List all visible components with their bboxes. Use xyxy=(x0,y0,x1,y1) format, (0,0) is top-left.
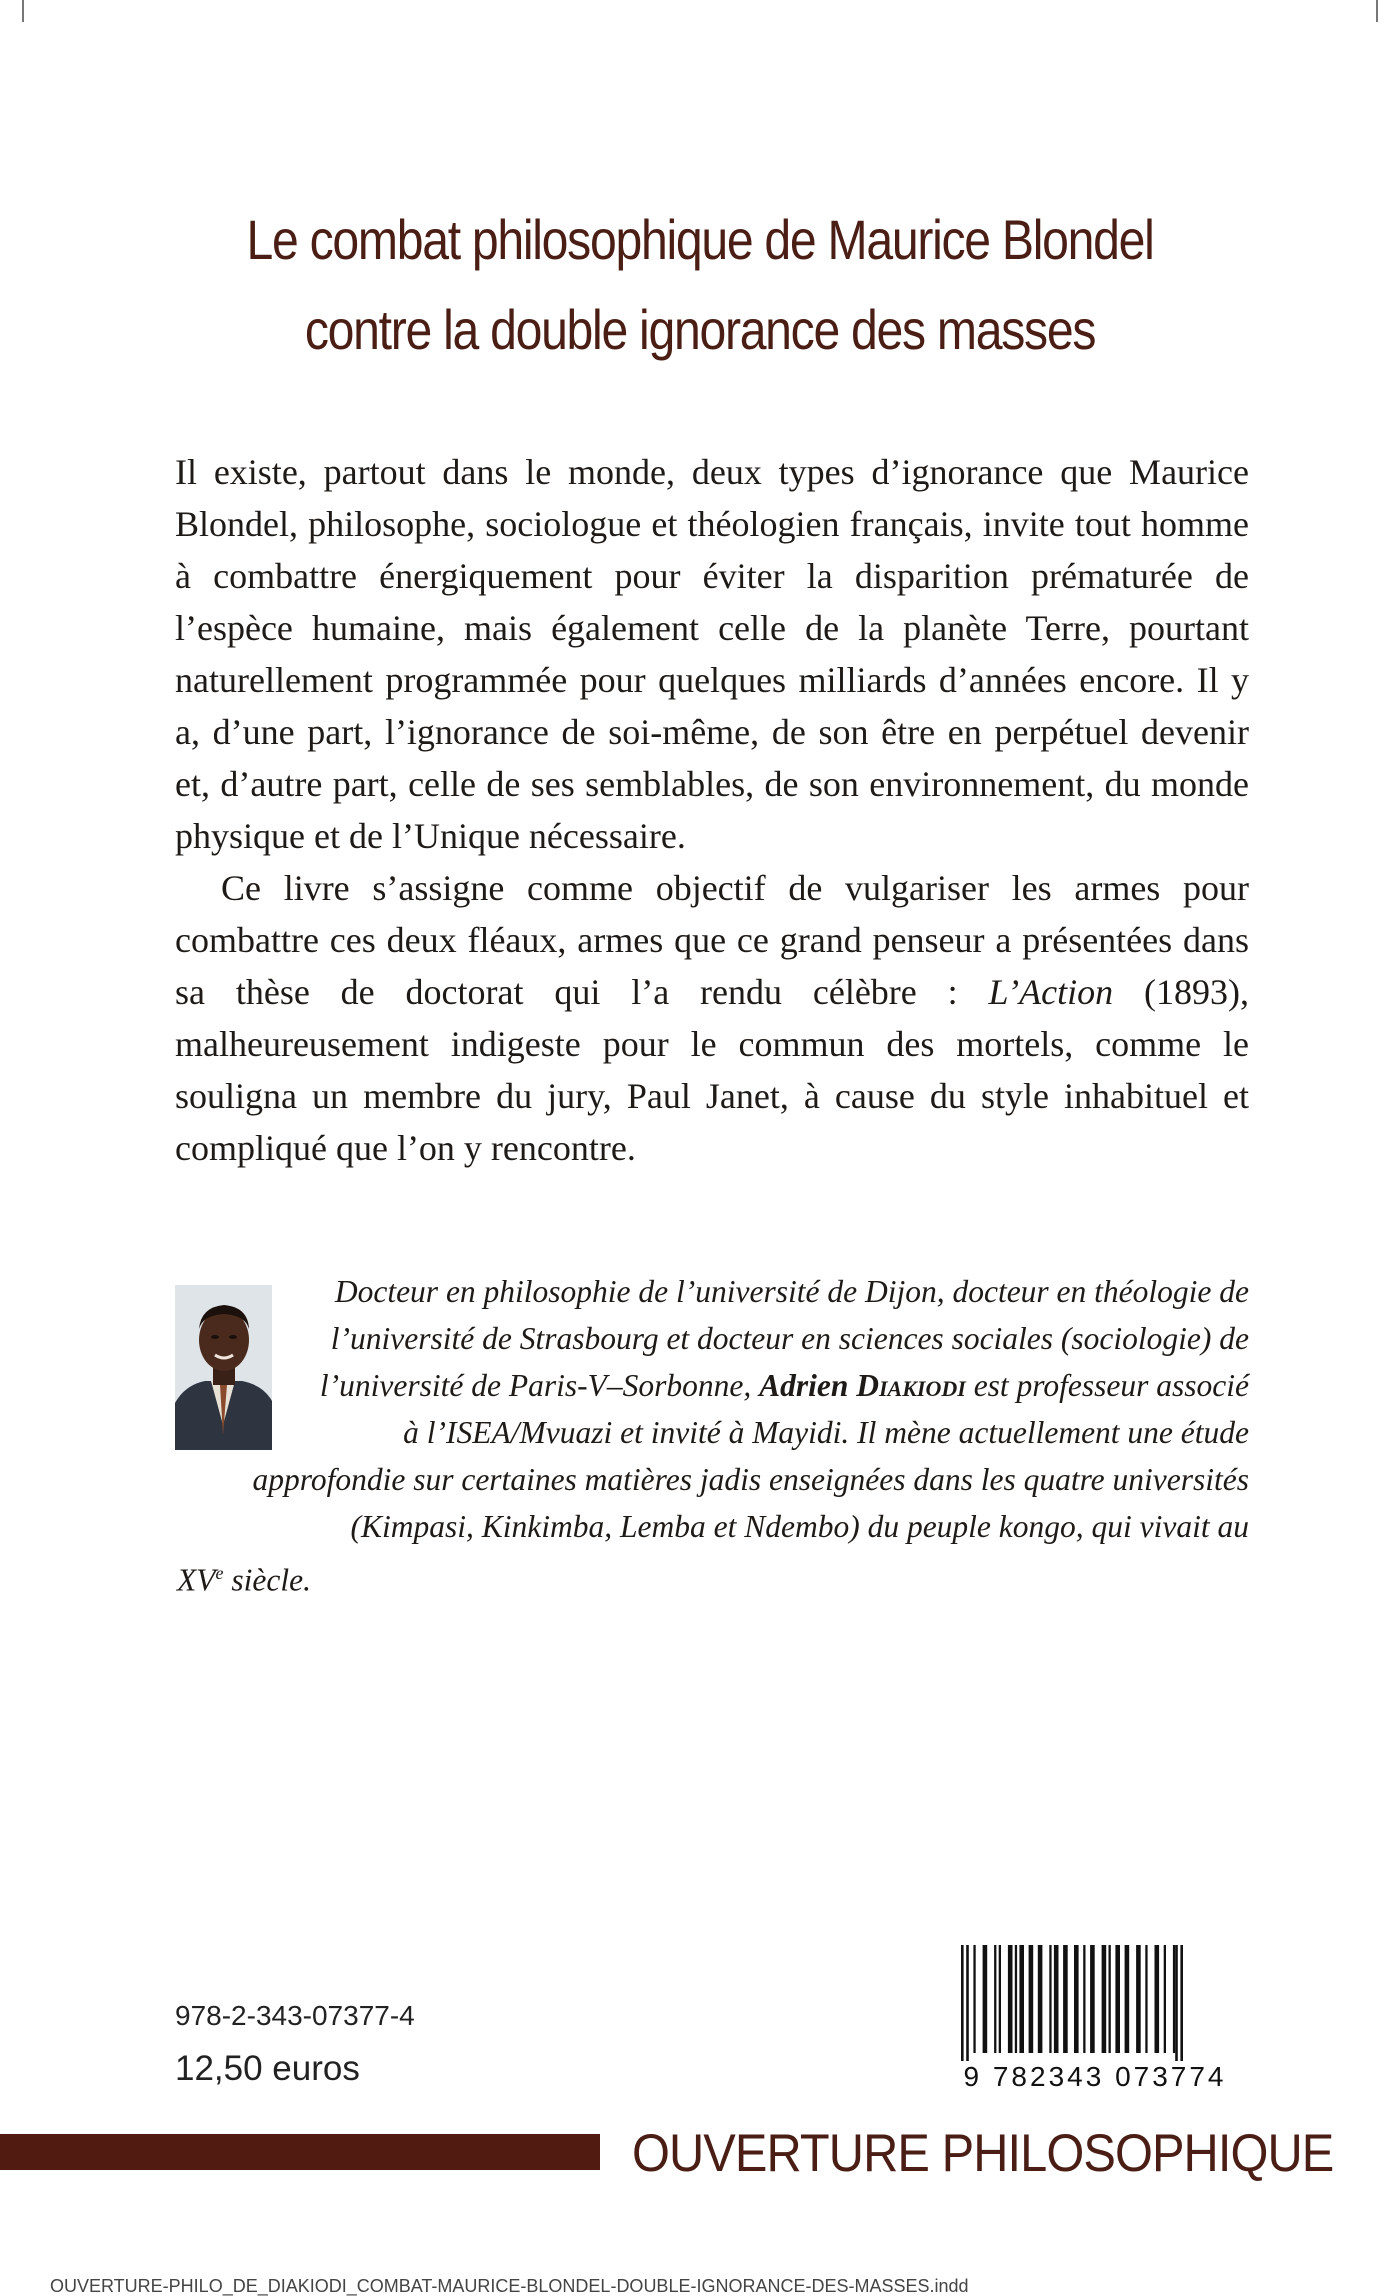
century: XV xyxy=(177,1562,216,1598)
blurb-paragraph-1: Il existe, partout dans le monde, deux types d’ignorance que Maurice Blondel, philosophe, sociologue et théologien français, invite tout homme à combattre énergiquement pour éviter la disparition prématurée de l’espèce humaine, mais également celle de la planète Terre, pourtant naturellement programmée pour quelques milliards d’années encore. Il y a, d’une part, l’ignorance de soi-même, de son être en perpétuel devenir et, d’autre part, celle de ses semblables, de son environnement, du monde physique et de l’Unique nécessaire. xyxy=(175,452,1249,856)
bio-details: est professeur associé à l’ISEA/Mvuazi et invité à Mayidi. Il mène actuellement une étude approfondie sur certaines matières jadis enseignées dans les quatre universités (Kimpasi, Kinkimba, Lemba et Ndembo) du peuple kongo, qui vivait au xyxy=(252,1368,1249,1544)
author-first-name: Adrien xyxy=(759,1368,849,1403)
barcode-bar xyxy=(1049,1945,1051,2053)
barcode-digits: 9 782343 073774 xyxy=(945,2061,1245,2093)
barcode-bar xyxy=(1038,1945,1043,2053)
barcode-bar xyxy=(994,1945,996,2053)
barcode xyxy=(945,1945,1245,2093)
barcode-bar xyxy=(999,1945,1001,2053)
barcode-bar xyxy=(1102,1945,1107,2053)
barcode-bar xyxy=(1063,1945,1068,2053)
barcode-bar xyxy=(1008,1945,1013,2053)
barcode-bar xyxy=(1074,1945,1079,2053)
collection-name-part-1: OUVERTURE xyxy=(632,2124,942,2183)
barcode-bar xyxy=(1136,1945,1141,2053)
print-slug: OUVERTURE-PHILO_DE_DIAKIODI_COMBAT-MAURICE-BLONDEL-DOUBLE-IGNORANCE-DES-MASSES.indd xyxy=(50,2276,969,2296)
author-last-name: Diakiodi xyxy=(856,1368,966,1403)
barcode-bar xyxy=(1164,1945,1166,2053)
barcode-guard-bar xyxy=(961,1945,964,2065)
blurb xyxy=(175,446,1249,1174)
book-title-line-1: Le combat philosophique de Maurice Blondel xyxy=(246,208,1154,271)
barcode-bar xyxy=(983,1945,988,2053)
blurb-paragraph-2-end: (1893), malheureusement indigeste pour le commun des mortels, comme le souligna un membre du jury, Paul Janet, à cause du style inhabituel et compliqué que l’on y rencontre. xyxy=(175,972,1249,1168)
isbn: 978-2-343-07377-4 xyxy=(175,2000,415,2031)
collection-name xyxy=(632,2123,1333,2184)
bio-last-line xyxy=(177,1550,1249,1604)
barcode-guard-bar xyxy=(1175,1945,1178,2065)
bio-end: siècle. xyxy=(223,1562,311,1598)
crop-mark-top-right xyxy=(1376,0,1378,22)
barcode-bar xyxy=(1015,1945,1017,2053)
price: 12,50 euros xyxy=(175,2049,360,2088)
barcode-bar xyxy=(1090,1945,1095,2053)
bio-credentials: Docteur en philosophie de l’université de Dijon, docteur en théologie de l’université de Strasbourg et docteur en sciences sociales (sociologie) de l’université de Paris-V–Sorbonne, xyxy=(319,1274,1249,1403)
book-title xyxy=(184,195,1216,375)
century-superscript: e xyxy=(215,1563,224,1583)
author-bio xyxy=(177,1268,1249,1604)
barcode-bar xyxy=(1029,1945,1034,2053)
barcode-bar xyxy=(1109,1945,1111,2053)
barcode-bar xyxy=(973,1945,975,2053)
barcode-bar xyxy=(1019,1945,1024,2053)
barcode-bar xyxy=(1115,1945,1120,2053)
barcode-guard-bar xyxy=(1180,1945,1183,2065)
work-title: L’Action xyxy=(988,972,1114,1012)
collection-name-part-2: PHILOSOPHIQUE xyxy=(941,2124,1334,2183)
collection-band xyxy=(0,2134,600,2170)
book-title-line-2: contre la double ignorance des masses xyxy=(304,298,1096,361)
author-name xyxy=(759,1368,966,1403)
blurb-paragraph-2-start: Ce livre s’assigne comme objectif de vulgariser les armes pour combattre ces deux fléaux, armes que ce grand penseur a présentées dans sa thèse de doctorat qui l’a rendu célèbre : xyxy=(175,868,1249,1012)
barcode-bar xyxy=(1054,1945,1059,2053)
blurb-paragraph-2 xyxy=(175,862,1249,1174)
barcode-guard-bar xyxy=(966,1945,969,2065)
barcode-bar xyxy=(1083,1945,1085,2053)
barcode-bar xyxy=(1173,1945,1175,2053)
barcode-bars xyxy=(945,1945,1245,2065)
barcode-bar xyxy=(1155,1945,1160,2053)
barcode-bar xyxy=(1145,1945,1147,2053)
barcode-bar xyxy=(1125,1945,1130,2053)
crop-mark-top-left xyxy=(22,0,24,22)
author-bio-text xyxy=(177,1268,1249,1550)
